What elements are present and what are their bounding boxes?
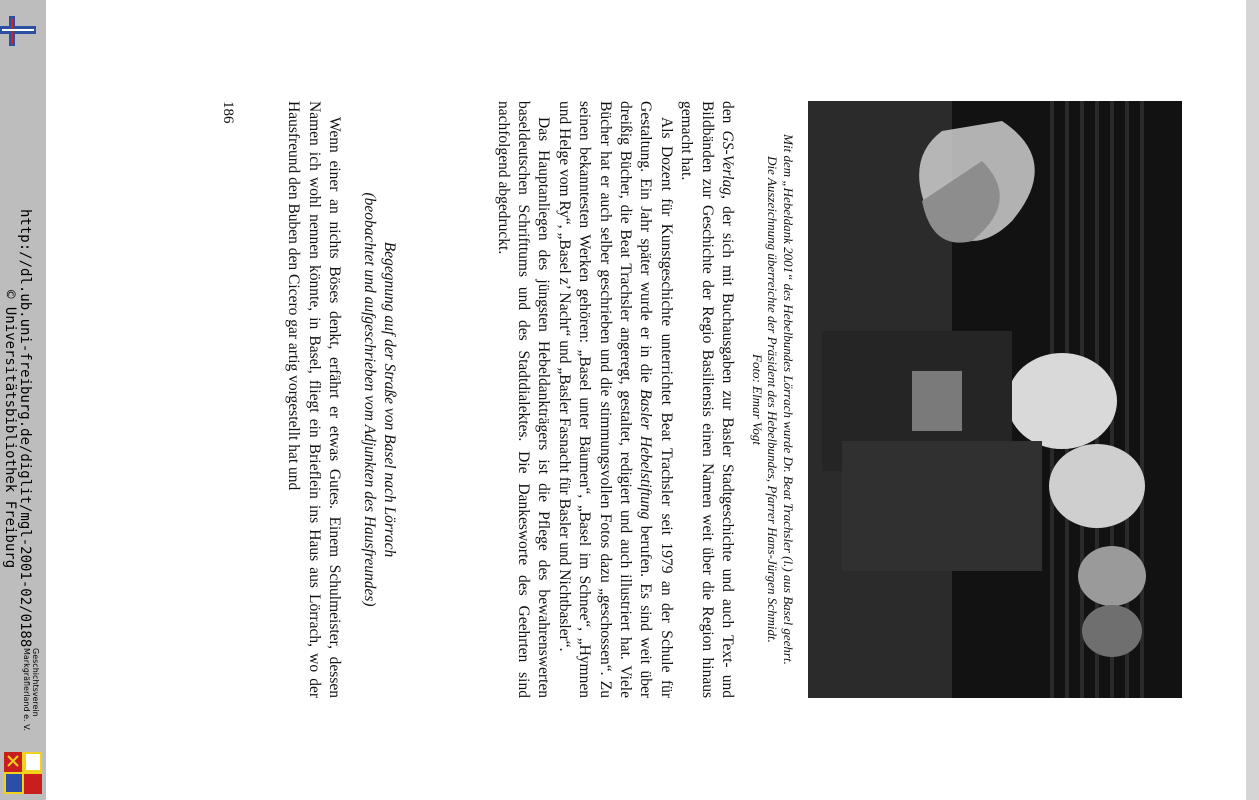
caption-credit: Foto: Elmar Vogt [750, 354, 765, 445]
scan-marker-icon [0, 16, 36, 46]
page-number: 186 [220, 101, 236, 124]
text-run: Als Dozent für Kunstgeschichte unterrichtet Beat Trachsler seit 1979 an der Schule für Gestaltung. Ein Jahr später wurde er in die [637, 101, 675, 698]
caption-line-1: Mit dem „Hebeldank 2001“ des Hebelbundes Lörrach wurde Dr. Beat Trachsler (l.) aus Basel geehrt. [781, 134, 796, 665]
section-title: Begegnung auf der Straße von Basel nach Lörrach [381, 241, 398, 558]
text-run: , der sich mit Buchausgaben zur Basler Stadtgeschichte und auch Text- und Bildbänden zur Geschichte der Regio Basiliensis einen Namen weit über die Region hinaus gemacht hat. [678, 101, 736, 698]
text-run: berufen. Es sind weit über dreißig Bücher, die Beat Trachsler angeregt, gestaltet, redigiert und auch illustriert hat. Viele Bücher hat er auch selber geschrieben und die stimmungsvollen Fotos dazu „geschossen“. Zu seinen bekanntesten Werken gehören: „Basel unter Bäumen“, „Basel im Schnee“, „Hymnen und Helge vom Ry“, „Basel z’ Nacht“ und „Basler Fasnacht für Basler und Nichtbasler“. [555, 101, 655, 699]
society-name [22, 648, 40, 732]
crest-icon [4, 752, 42, 794]
viewer-left-panel [0, 0, 46, 800]
rotated-page-content [182, 101, 1182, 711]
paragraph-2 [553, 101, 675, 698]
paragraph-4: Wenn einer an nichts Böses denkt, erfährt er etwas Gutes. Einem Schulmeister, dessen Namen ich wohl nennen könnte, in Basel, fliegt ein Brieflein ins Haus aus Lörrach, wo der Hausfreund den Buben den Cicero gar artig vorgestellt hat und [285, 101, 343, 698]
viewer-right-panel [1246, 0, 1259, 800]
section-subtitle: (beobachtet und aufgeschrieben vom Adjunkten des Hausfreundes) [361, 192, 378, 607]
text-run: den [719, 101, 736, 131]
paragraph-3: Das Hauptanliegen des jüngsten Hebeldankträgers ist die Pflege des bewahrenswerten baseldeutschen Schrifttums und des Stadtdialektes. Die Dankesworte des Geehrten sind nachfolgend abgedruckt. [494, 101, 553, 698]
section-body [283, 101, 344, 698]
award-photograph [808, 101, 1182, 698]
paragraph-1 [676, 101, 737, 698]
foundation-name: Basler Hebelstiftung [637, 389, 655, 520]
copyright-notice: © Universitätsbibliothek Freiburg [2, 290, 18, 569]
article-body [492, 101, 737, 698]
society-line-1: Geschichtsverein [31, 648, 40, 717]
society-line-2: Markgräflerland e. V. [22, 648, 31, 732]
section-heading [359, 101, 399, 698]
caption-line-2: Die Auszeichnung überreichte der Präsident des Hebelbundes, Pfarrer Hans-Jürgen Schmidt. [765, 156, 781, 643]
scanned-page [46, 0, 1246, 800]
source-url: http://dl.ub.uni-freiburg.de/diglit/mgl-2001-02/0188 [17, 209, 33, 648]
publisher-name: GS-Verlag [719, 130, 736, 196]
photo-caption [750, 101, 797, 698]
